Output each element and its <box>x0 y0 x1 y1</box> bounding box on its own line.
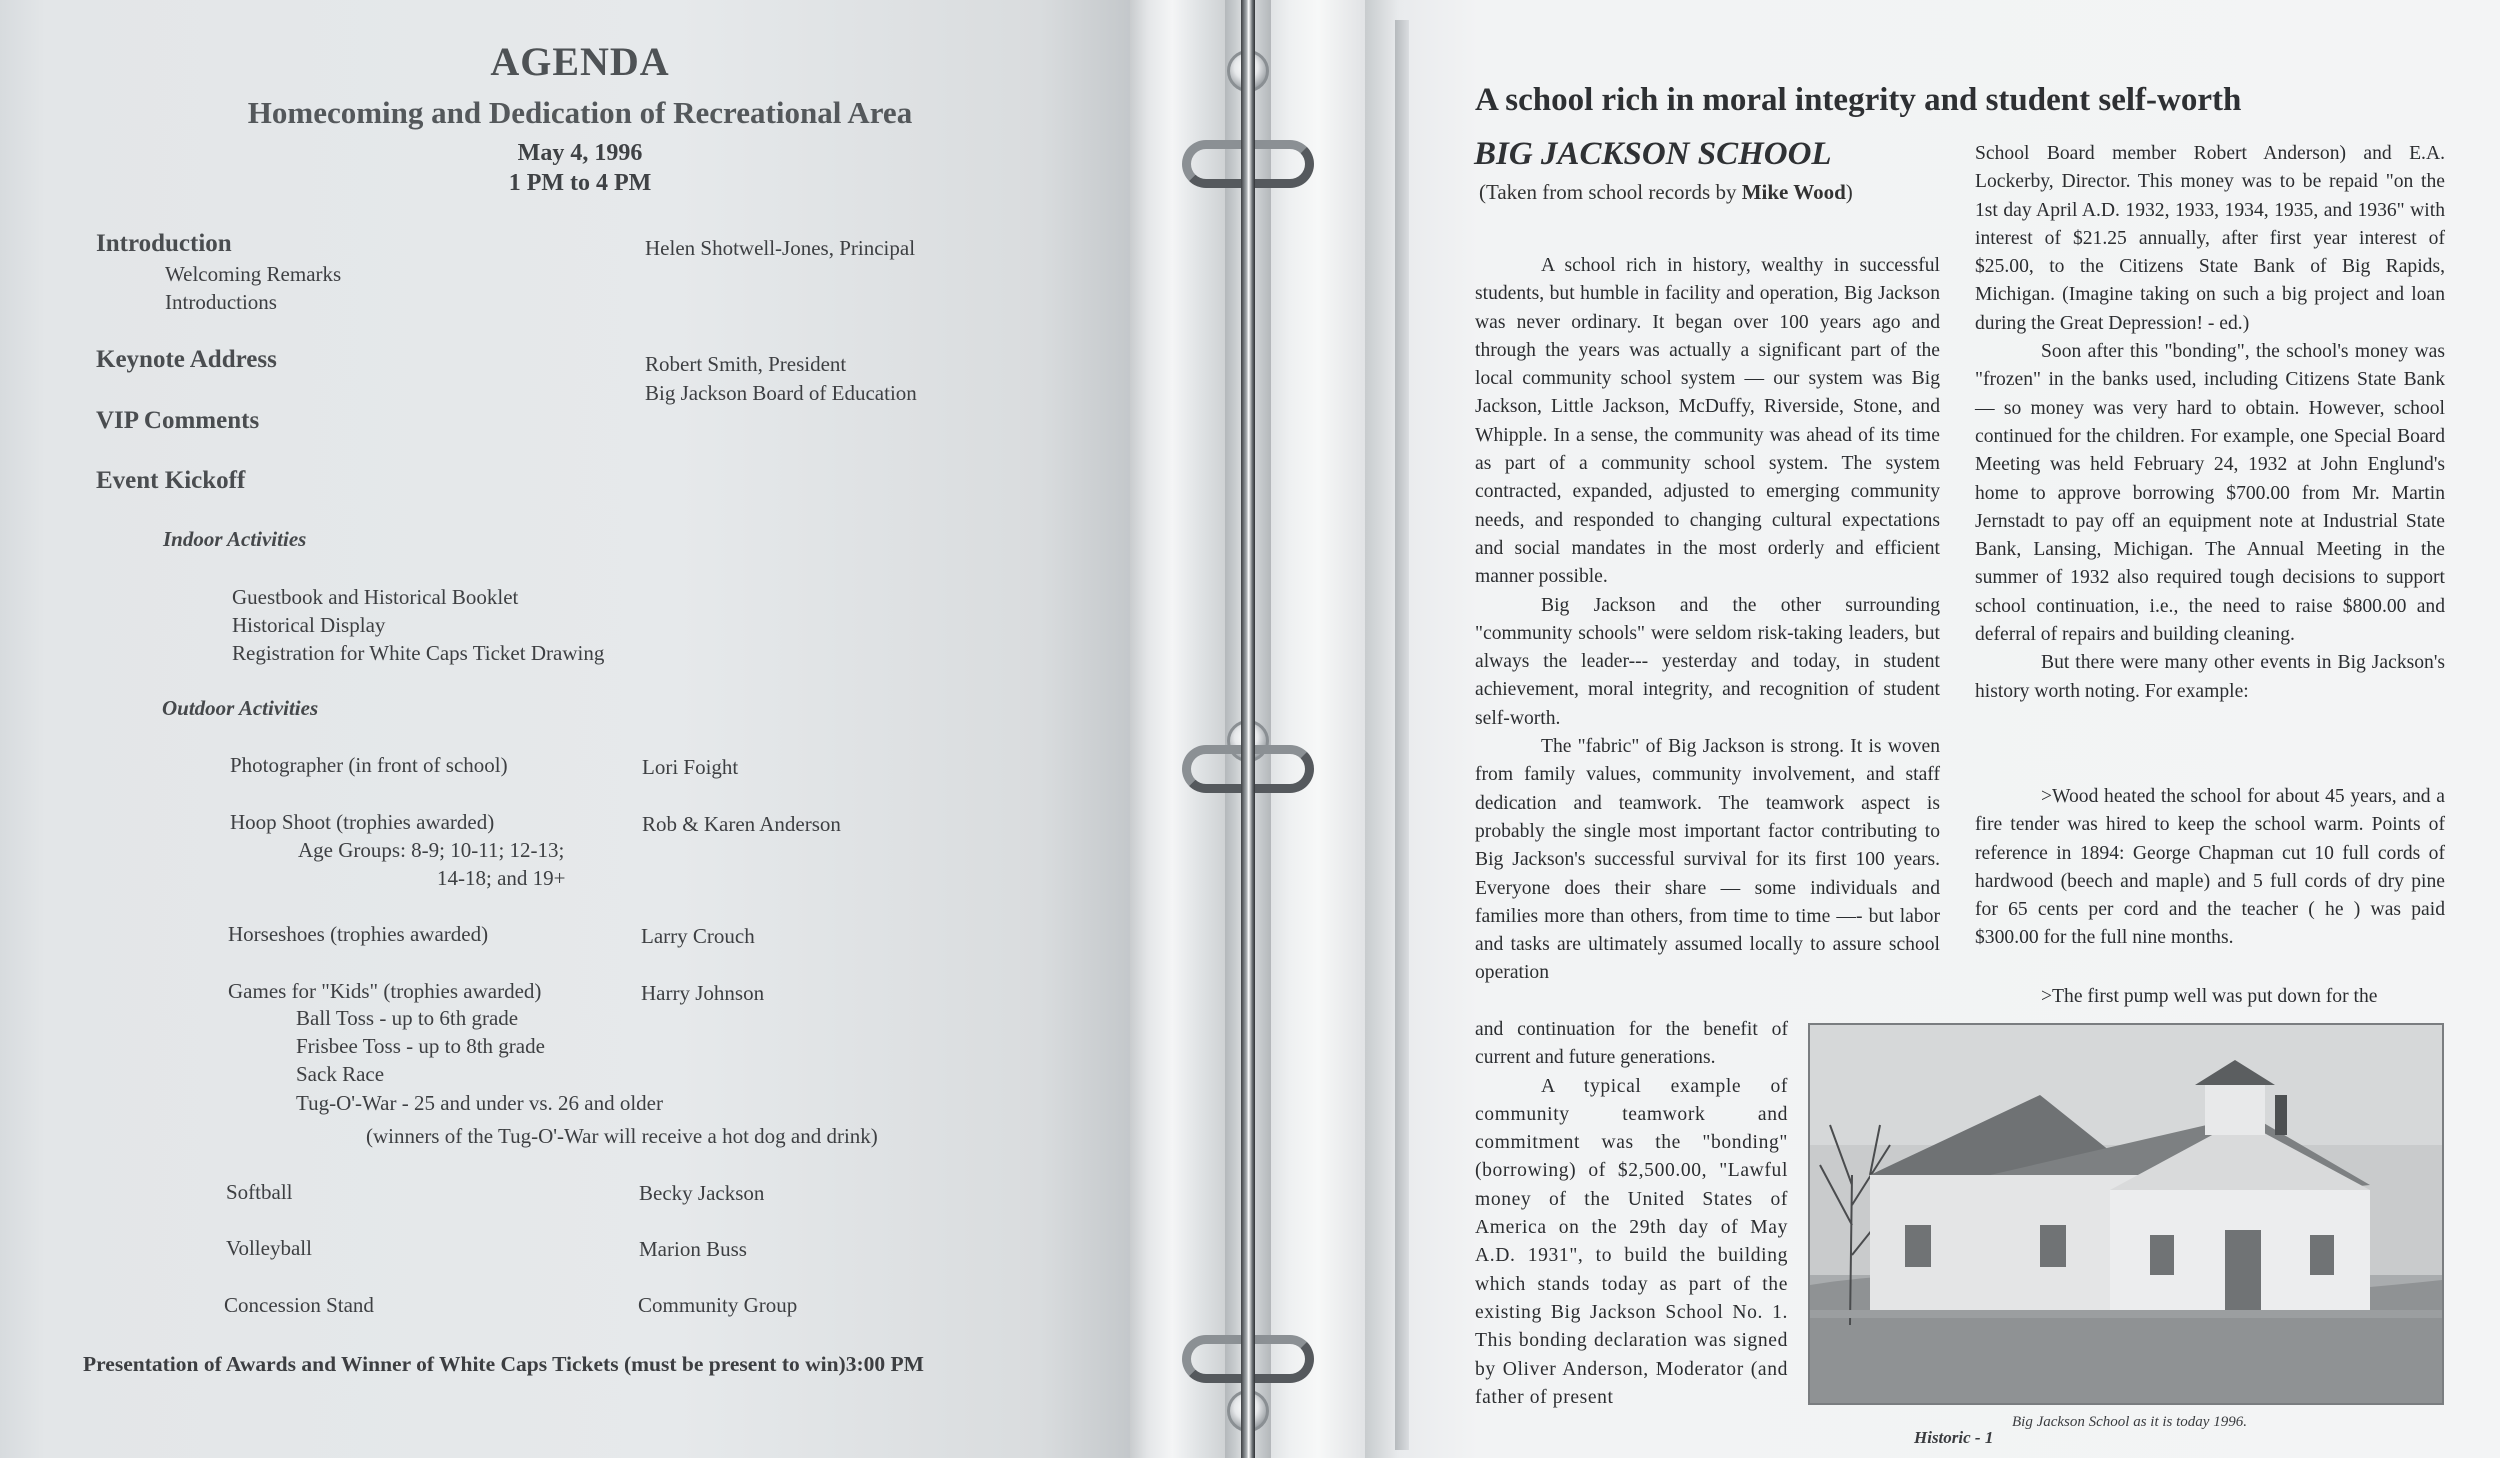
paragraph: The "fabric" of Big Jackson is strong. It is woven from family values, community involvement, and staff dedication and teamwork. The teamwork aspect is probably the single most important factor contributing to Big Jackson's successful survival for its first 100 years. Everyone does their share — some individuals and families more than others, from time to time —- but labor and tasks are ultimately assumed locally to assure school operation <box>1475 736 1940 984</box>
games-item: Sack Race <box>296 1062 385 1086</box>
agenda-title: AGENDA <box>490 39 670 84</box>
softball-person: Becky Jackson <box>639 1181 765 1205</box>
page-edge <box>1395 20 1409 1450</box>
horseshoes-activity: Horseshoes (trophies awarded) <box>228 922 489 946</box>
games-item: Tug-O'-War - 25 and under vs. 26 and older <box>296 1091 663 1115</box>
agenda-date: May 4, 1996 <box>517 140 643 166</box>
paragraph: A typical example of community teamwork and commitment was the "bonding" (borrowing) of $2,500.00, "Lawful money of the United States of America on the 29th day of May A.D. 1931", to build the building which stands today as part of the existing Big Jackson School No. 1. This bonding declaration was signed by Oliver Anderson, Moderator (and father of present <box>1475 1075 1788 1408</box>
hoop-activity: Hoop Shoot (trophies awarded) <box>230 810 495 834</box>
paragraph: >The first pump well was put down for the <box>2041 986 2378 1007</box>
keynote-speaker: Robert Smith, President <box>645 352 847 376</box>
kickoff-heading: Event Kickoff <box>96 467 246 494</box>
paragraph: But there were many other events in Big Jackson's history worth noting. For example: <box>1975 652 2445 702</box>
article-column-2-bottom <box>1975 983 2445 1011</box>
games-note: (winners of the Tug-O'-War will receive a hot dog and drink) <box>366 1124 878 1148</box>
agenda-subtitle: Homecoming and Dedication of Recreational Area <box>247 95 913 130</box>
article-column-2 <box>1975 140 2445 706</box>
horseshoes-person: Larry Crouch <box>641 924 755 948</box>
intro-item: Welcoming Remarks <box>165 262 342 286</box>
indoor-heading: Indoor Activities <box>163 527 307 551</box>
photo-caption: Big Jackson School as it is today 1996. <box>2012 1414 2247 1430</box>
photographer-person: Lori Foight <box>642 755 739 779</box>
indoor-item: Registration for White Caps Ticket Drawing <box>232 641 605 665</box>
binder-spine <box>1130 0 1365 1458</box>
concession-person: Community Group <box>638 1293 798 1317</box>
school-photo <box>1808 1023 2444 1405</box>
hoop-person: Rob & Karen Anderson <box>642 812 841 836</box>
introduction-heading: Introduction <box>96 230 232 257</box>
hoop-age-groups-2: 14-18; and 19+ <box>437 866 566 890</box>
agenda-time: 1 PM to 4 PM <box>508 170 652 196</box>
left-page <box>0 0 1130 1458</box>
article-byline: (Taken from school records by Mike Wood) <box>1479 180 1853 204</box>
introduction-speaker: Helen Shotwell-Jones, Principal <box>645 236 916 260</box>
paragraph: School Board member Robert Anderson) and E.A. Lockerby, Director. This money was to be repaid "on the 1st day April A.D. 1932, 1933, 1934, 1935, and 1936" with interest of $21.25 annually, after first year interest of $25.00, to the Citizens State Bank of Big Rapids, Michigan. (Imagine taking on such a big project and loan during the Great Depression! - ed.) <box>1975 143 2445 334</box>
paragraph: A school rich in history, wealthy in successful students, but humble in facility and operation, Big Jackson was never ordinary. It began over 100 years ago and through the years was actually a significant part of the local community school system — our system was Big Jackson, Little Jackson, McDuffy, Riverside, Stone, and Whipple. In a sense, the community was ahead of its time as part of a community school system. The system contracted, expanded, adjusted to emerging community needs, and responded to changing cultural expectations and social mandates in the most orderly and efficient manner possible. <box>1475 255 1940 588</box>
photographer-activity: Photographer (in front of school) <box>230 753 508 777</box>
games-item: Frisbee Toss - up to 8th grade <box>296 1034 545 1058</box>
article-headline: A school rich in moral integrity and student self-worth <box>1475 82 2242 118</box>
outdoor-heading: Outdoor Activities <box>162 696 319 720</box>
article-column-1-lower <box>1475 1016 1788 1412</box>
indoor-item: Guestbook and Historical Booklet <box>232 585 519 609</box>
indoor-item: Historical Display <box>232 613 386 637</box>
closing-line: Presentation of Awards and Winner of White Caps Tickets (must be present to win)3:00 PM <box>83 1352 924 1376</box>
volleyball-person: Marion Buss <box>639 1237 747 1261</box>
paragraph: Soon after this "bonding", the school's money was "frozen" in the banks used, including Citizens State Bank — so money was very hard to obtain. However, school continued for the children. For example, one Special Board Meeting was held February 24, 1932 at John Englund's home to approve borrowing $700.00 from Mr. Martin Jernstadt to pay off an equipment note at Industrial State Bank, Lansing, Michigan. The Annual Meeting in the summer of 1932 also required tough decisions to support school continuation, i.e., the need to raise $800.00 and deferral of repairs and building cleaning. <box>1975 341 2445 646</box>
page-footer: Historic - 1 <box>1914 1428 1994 1447</box>
article-column-1 <box>1475 252 1940 988</box>
keynote-organization: Big Jackson Board of Education <box>645 381 917 405</box>
volleyball-activity: Volleyball <box>226 1236 312 1260</box>
games-item: Ball Toss - up to 6th grade <box>296 1006 519 1030</box>
binder-rod <box>1241 0 1255 1458</box>
keynote-heading: Keynote Address <box>96 346 277 373</box>
games-activity: Games for "Kids" (trophies awarded) <box>228 979 542 1003</box>
paragraph: and continuation for the benefit of current and future generations. <box>1475 1019 1788 1069</box>
intro-item: Introductions <box>165 290 277 314</box>
paragraph: Big Jackson and the other surrounding "community schools" were seldom risk-taking leaders, but always the leader--- yesterday and today, in student achievement, moral integrity, and recognition of student self-worth. <box>1475 594 1940 729</box>
paragraph: >Wood heated the school for about 45 years, and a fire tender was hired to keep the school warm. Points of reference in 1894: George Chapman cut 10 full cords of hardwood (beech and maple) and 5 full cords of dry pine for 65 cents per cord and the teacher ( he ) was paid $300.00 for the full nine months. <box>1975 786 2445 949</box>
softball-activity: Softball <box>226 1180 293 1204</box>
article-column-2-lower <box>1975 783 2445 953</box>
byline-author: Mike Wood <box>1741 180 1846 204</box>
games-person: Harry Johnson <box>641 981 765 1005</box>
article-title: BIG JACKSON SCHOOL <box>1474 136 1832 172</box>
concession-activity: Concession Stand <box>224 1293 374 1317</box>
hoop-age-groups: Age Groups: 8-9; 10-11; 12-13; <box>298 838 565 862</box>
vip-heading: VIP Comments <box>96 407 260 434</box>
